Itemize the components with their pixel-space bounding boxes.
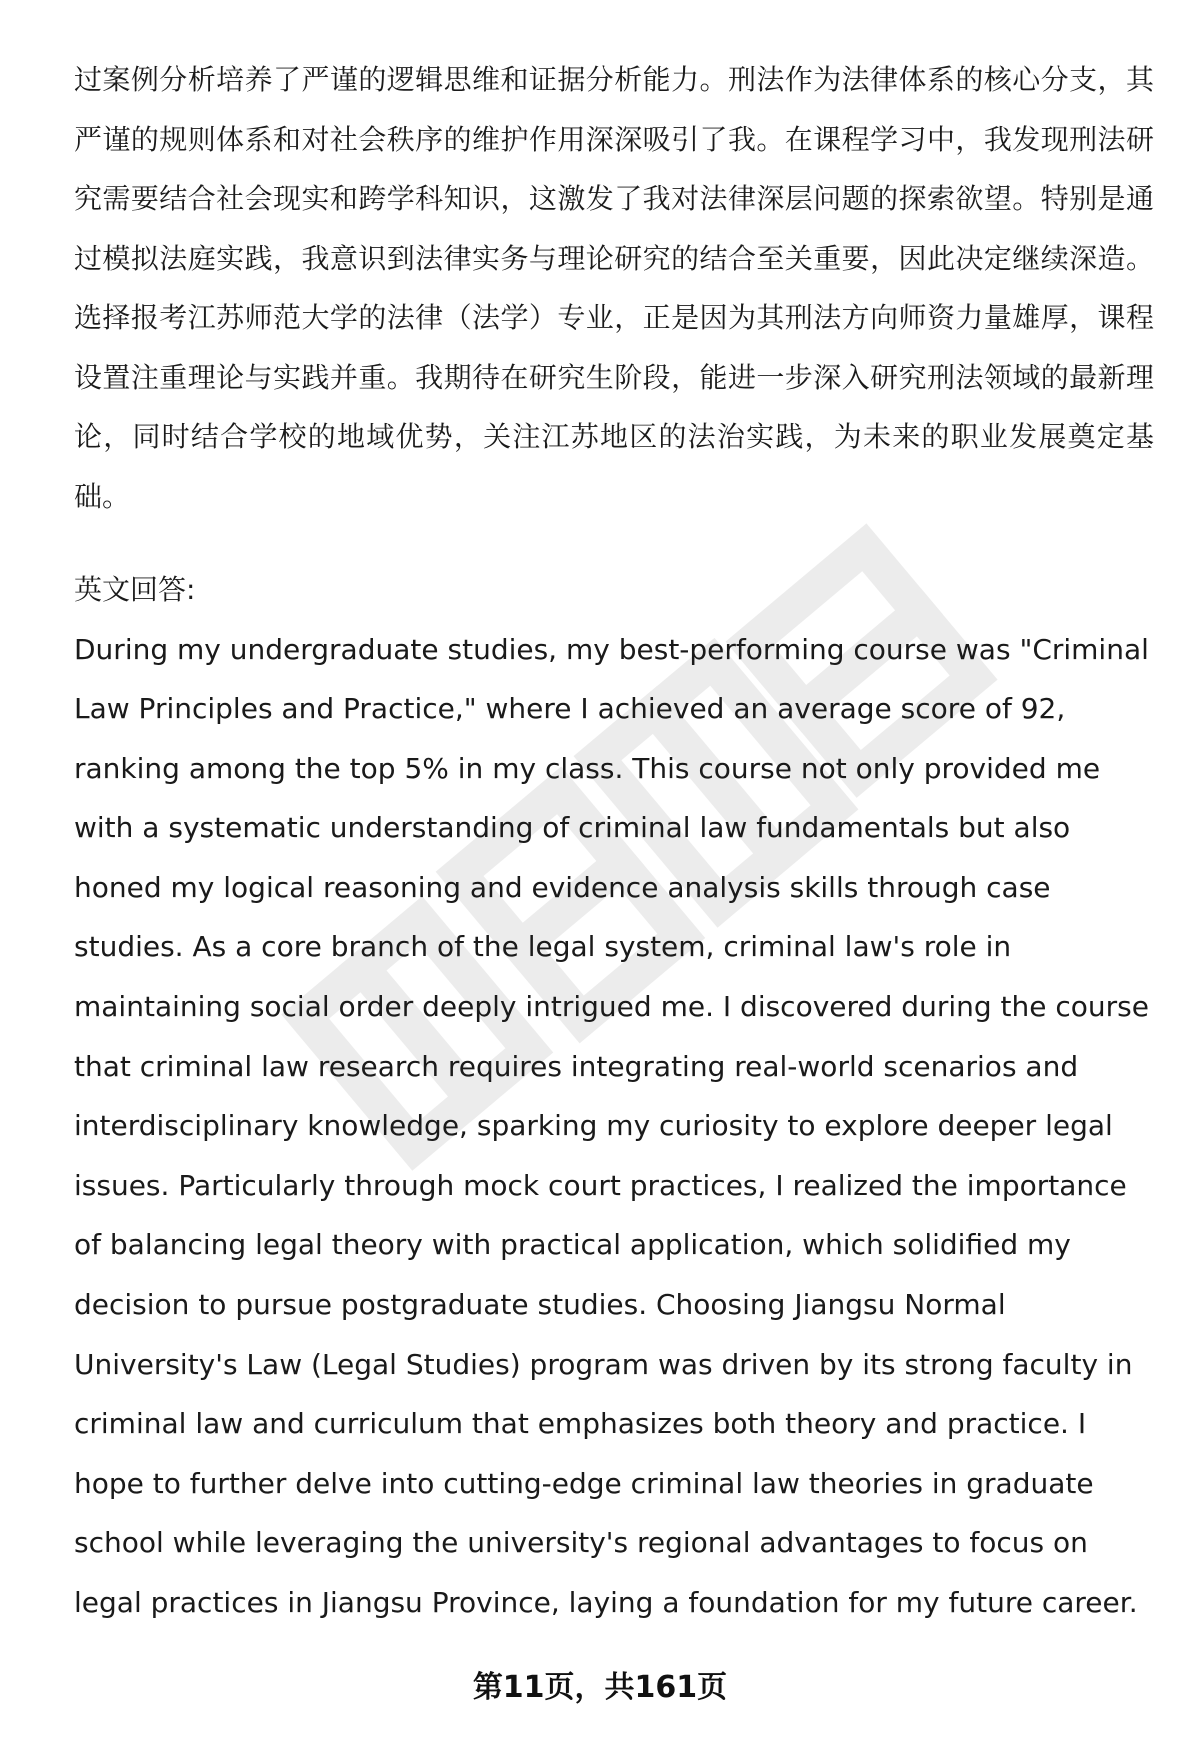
english-answer-paragraph: During my undergraduate studies, my best-performing course was "Criminal Law Principles and Practice," where I achieved an average score of 92, ranking among the top 5% in my class. This course not only provided me with a systematic understanding of criminal law fundamentals but also honed my logical reasoning and evidence analysis skills through case studies. As a core branch of the legal system, criminal law's role in maintaining social order deeply intrigued me. I discovered during the course that criminal law research requires integrating real-world scenarios and interdisciplinary knowledge, sparking my curiosity to explore deeper legal issues. Particularly through mock court practices, I realized the importance of balancing legal theory with practical application, which solidified my decision to pursue postgraduate studies. Choosing Jiangsu Normal University's Law (Legal Studies) program was driven by its strong faculty in criminal law and curriculum that emphasizes both theory and practice. I hope to further delve into cutting-edge criminal law theories in graduate school while leveraging the university's regional advantages to focus on legal practices in Jiangsu Province, laying a foundation for my future career.: [74, 632, 1149, 1619]
chinese-answer-paragraph: 过案例分析培养了严谨的逻辑思维和证据分析能力。刑法作为法律体系的核心分支，其严谨的规则体系和对社会秩序的维护作用深深吸引了我。在课程学习中，我发现刑法研究需要结合社会现实和跨学科知识，这激发了我对法律深层问题的探索欲望。特别是通过模拟法庭实践，我意识到法律实务与理论研究的结合至关重要，因此决定继续深造。选择报考江苏师范大学的法律（法学）专业，正是因为其刑法方向师资力量雄厚，课程设置注重理论与实践并重。我期待在研究生阶段，能进一步深入研究刑法领域的最新理论，同时结合学校的地域优势，关注江苏地区的法治实践，为未来的职业发展奠定基础。: [74, 63, 1154, 513]
english-answer-label: 英文回答:: [74, 573, 196, 606]
page-number-footer: 第11页，共161页: [472, 1670, 728, 1705]
main-content: [74, 50, 1154, 1633]
